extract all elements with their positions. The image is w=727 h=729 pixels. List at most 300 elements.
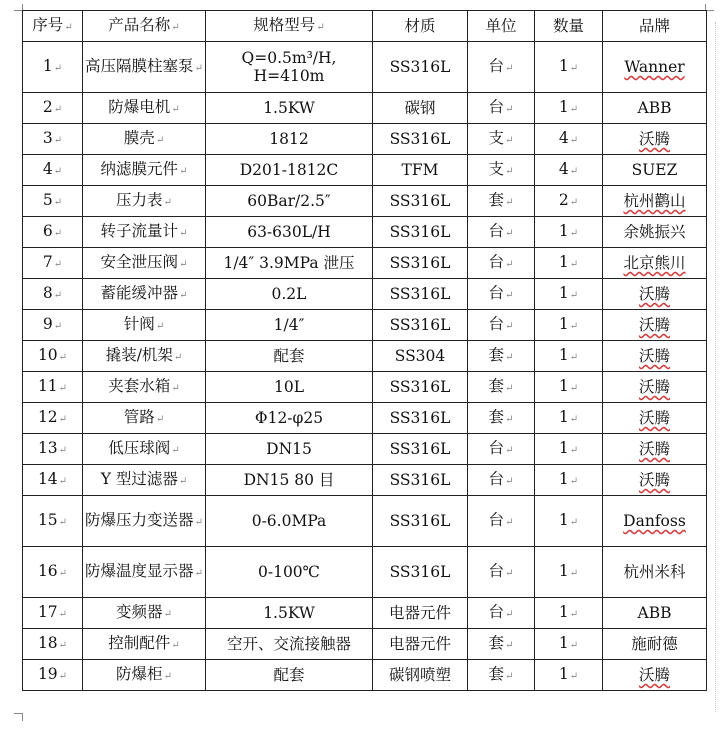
paragraph-mark-icon: ↵ bbox=[505, 444, 514, 456]
cell-product-name-text: 高压隔膜柱塞泵 bbox=[85, 56, 194, 75]
cell-unit-text: 台 bbox=[488, 97, 505, 116]
paragraph-mark-icon: ↵ bbox=[569, 289, 579, 301]
cell-spec bbox=[206, 629, 373, 660]
cell-quantity bbox=[535, 124, 603, 155]
cell-product-name bbox=[83, 660, 206, 691]
cell-index bbox=[23, 279, 83, 310]
cell-brand bbox=[603, 310, 707, 341]
cell-unit-text: 台 bbox=[488, 252, 505, 271]
cell-brand-text: 杭州米科 bbox=[623, 563, 686, 581]
cell-spec-text: DN15 80 目 bbox=[243, 471, 335, 489]
cell-product-name bbox=[83, 434, 206, 465]
paragraph-mark-icon: ↵ bbox=[179, 165, 188, 177]
cell-product-name-text: Y 型过滤器 bbox=[100, 469, 178, 488]
cell-spec-text: 0.2L bbox=[271, 285, 307, 303]
col-header-spec bbox=[206, 11, 373, 42]
cell-spec bbox=[206, 434, 373, 465]
cell-brand bbox=[603, 93, 707, 124]
paragraph-mark-icon: ↵ bbox=[569, 258, 579, 270]
cell-brand bbox=[603, 279, 707, 310]
cell-quantity-text: 1 bbox=[558, 602, 569, 621]
cell-product-name bbox=[83, 403, 206, 434]
cell-product-name-text: 压力表 bbox=[116, 190, 163, 209]
paragraph-mark-icon: ↵ bbox=[53, 258, 63, 270]
cell-material-text: SS316L bbox=[389, 254, 451, 272]
cell-spec bbox=[206, 598, 373, 629]
cell-quantity bbox=[535, 465, 603, 496]
cell-product-name bbox=[83, 217, 206, 248]
cell-brand-text: 沃腾 bbox=[638, 378, 670, 396]
cell-spec-text: DN15 bbox=[266, 440, 312, 458]
cell-index bbox=[23, 465, 83, 496]
paragraph-mark-icon: ↵ bbox=[171, 382, 180, 394]
header-label: 规格型号 bbox=[253, 15, 316, 34]
cell-index-text: 15 bbox=[37, 510, 58, 529]
cell-quantity bbox=[535, 547, 603, 598]
cell-spec-text: 1.5KW bbox=[263, 99, 315, 117]
paragraph-mark-icon: ↵ bbox=[569, 351, 579, 363]
cell-index bbox=[23, 42, 83, 93]
cell-unit-text: 台 bbox=[488, 283, 505, 302]
cell-brand-text: 沃腾 bbox=[638, 471, 670, 489]
cell-product-name bbox=[83, 598, 206, 629]
cell-brand bbox=[603, 372, 707, 403]
paragraph-mark-icon: ↵ bbox=[58, 413, 68, 425]
cell-material-text: SS316L bbox=[389, 409, 451, 427]
paragraph-mark-icon: ↵ bbox=[58, 639, 68, 651]
cell-spec bbox=[206, 186, 373, 217]
page-margin-guide bbox=[715, 22, 717, 712]
cell-product-name-text: 安全泄压阀 bbox=[100, 252, 179, 271]
table-row bbox=[23, 465, 707, 496]
cell-brand-text: 沃腾 bbox=[638, 440, 670, 458]
paragraph-mark-icon: ↵ bbox=[53, 227, 63, 239]
cell-unit-text: 套 bbox=[488, 664, 505, 683]
cell-index-text: 14 bbox=[37, 469, 58, 488]
header-label: 材质 bbox=[404, 17, 436, 35]
cell-index-text: 18 bbox=[37, 633, 58, 652]
paragraph-mark-icon: ↵ bbox=[179, 258, 188, 270]
cell-spec bbox=[206, 660, 373, 691]
paragraph-mark-icon: ↵ bbox=[505, 62, 514, 74]
cell-unit-text: 台 bbox=[488, 469, 505, 488]
cell-unit-text: 套 bbox=[488, 376, 505, 395]
cell-spec-text: 10L bbox=[273, 378, 305, 396]
paragraph-mark-icon: ↵ bbox=[173, 351, 183, 363]
cell-brand-text: SUEZ bbox=[631, 161, 678, 179]
cell-material bbox=[373, 629, 468, 660]
table-row bbox=[23, 341, 707, 372]
cell-material bbox=[373, 372, 468, 403]
cell-unit bbox=[468, 124, 535, 155]
cell-quantity bbox=[535, 372, 603, 403]
cell-product-name-text: 防爆电机 bbox=[108, 97, 171, 116]
table-row bbox=[23, 186, 707, 217]
cell-index-text: 17 bbox=[37, 602, 58, 621]
cell-product-name-text: 撬装/机架 bbox=[105, 345, 173, 364]
paragraph-mark-icon: ↵ bbox=[569, 134, 579, 146]
cell-material bbox=[373, 217, 468, 248]
cell-quantity bbox=[535, 629, 603, 660]
cell-brand-text: Danfoss bbox=[623, 512, 686, 530]
cell-index-text: 11 bbox=[37, 376, 58, 395]
cell-brand bbox=[603, 155, 707, 186]
paragraph-mark-icon: ↵ bbox=[179, 289, 188, 301]
paragraph-mark-icon: ↵ bbox=[171, 444, 180, 456]
cell-spec-text: Q=0.5m³/H, H=410m bbox=[241, 49, 337, 85]
cell-unit-text: 台 bbox=[488, 56, 505, 75]
paragraph-mark-icon: ↵ bbox=[569, 227, 579, 239]
cell-index bbox=[23, 93, 83, 124]
cell-brand-text: 余姚振兴 bbox=[623, 223, 686, 241]
cell-quantity bbox=[535, 660, 603, 691]
cell-brand-text: 沃腾 bbox=[638, 409, 670, 427]
paragraph-mark-icon: ↵ bbox=[569, 196, 579, 208]
cell-index bbox=[23, 660, 83, 691]
table-row bbox=[23, 155, 707, 186]
cell-unit bbox=[468, 403, 535, 434]
table-header-row bbox=[23, 11, 707, 42]
cell-quantity-text: 1 bbox=[558, 97, 569, 116]
paragraph-mark-icon: ↵ bbox=[58, 670, 68, 682]
cell-spec bbox=[206, 217, 373, 248]
cell-spec-text: 配套 bbox=[273, 666, 305, 684]
cell-quantity bbox=[535, 279, 603, 310]
header-label: 序号 bbox=[32, 15, 64, 34]
page-corner-mark bbox=[14, 713, 23, 721]
col-header-quantity bbox=[535, 11, 603, 42]
cell-spec bbox=[206, 372, 373, 403]
cell-quantity bbox=[535, 341, 603, 372]
cell-index bbox=[23, 155, 83, 186]
cell-product-name bbox=[83, 310, 206, 341]
cell-quantity-text: 1 bbox=[558, 221, 569, 240]
paragraph-mark-icon: ↵ bbox=[505, 670, 514, 682]
cell-quantity-text: 1 bbox=[558, 469, 569, 488]
paragraph-mark-icon: ↵ bbox=[505, 475, 514, 487]
cell-brand-text: ABB bbox=[637, 99, 672, 117]
cell-unit bbox=[468, 217, 535, 248]
paragraph-mark-icon: ↵ bbox=[569, 670, 579, 682]
paragraph-mark-icon: ↵ bbox=[58, 444, 68, 456]
paragraph-mark-icon: ↵ bbox=[569, 165, 579, 177]
cell-index-text: 10 bbox=[37, 345, 58, 364]
cell-unit-text: 套 bbox=[488, 407, 505, 426]
paragraph-mark-icon: ↵ bbox=[505, 382, 514, 394]
cell-material-text: SS316L bbox=[389, 223, 451, 241]
cell-spec-text: 0-100℃ bbox=[257, 563, 321, 581]
cell-product-name bbox=[83, 279, 206, 310]
cell-quantity bbox=[535, 598, 603, 629]
cell-product-name bbox=[83, 465, 206, 496]
cell-product-name-text: 低压球阀 bbox=[108, 438, 171, 457]
equipment-list-document bbox=[22, 10, 707, 691]
cell-material-text: SS316L bbox=[389, 316, 451, 334]
cell-spec bbox=[206, 155, 373, 186]
paragraph-mark-icon: ↵ bbox=[163, 608, 172, 620]
table-row bbox=[23, 93, 707, 124]
cell-brand bbox=[603, 660, 707, 691]
paragraph-mark-icon: ↵ bbox=[505, 196, 514, 208]
cell-spec bbox=[206, 279, 373, 310]
cell-material bbox=[373, 42, 468, 93]
cell-spec bbox=[206, 248, 373, 279]
table-row bbox=[23, 496, 707, 547]
paragraph-mark-icon: ↵ bbox=[569, 639, 579, 651]
cell-brand bbox=[603, 629, 707, 660]
header-label: 产品名称 bbox=[108, 15, 171, 34]
cell-spec bbox=[206, 403, 373, 434]
cell-index bbox=[23, 310, 83, 341]
cell-index bbox=[23, 629, 83, 660]
table-row bbox=[23, 434, 707, 465]
cell-spec bbox=[206, 124, 373, 155]
cell-product-name-text: 管路 bbox=[123, 407, 155, 426]
paragraph-mark-icon: ↵ bbox=[569, 444, 579, 456]
cell-product-name-text: 变频器 bbox=[116, 602, 163, 621]
cell-product-name bbox=[83, 42, 206, 93]
cell-quantity bbox=[535, 310, 603, 341]
cell-unit bbox=[468, 598, 535, 629]
cell-unit-text: 台 bbox=[488, 314, 505, 333]
equipment-table bbox=[22, 10, 707, 691]
cell-index-text: 9 bbox=[42, 314, 53, 333]
cell-unit bbox=[468, 310, 535, 341]
cell-unit bbox=[468, 341, 535, 372]
cell-spec-text: 60Bar/2.5″ bbox=[247, 192, 331, 210]
cell-brand-text: 沃腾 bbox=[638, 347, 670, 365]
cell-material-text: SS316L bbox=[389, 471, 451, 489]
cell-quantity-text: 1 bbox=[558, 283, 569, 302]
cell-material-text: SS316L bbox=[389, 563, 451, 581]
cell-quantity-text: 4 bbox=[558, 159, 569, 178]
cell-spec-text: Φ12-φ25 bbox=[254, 409, 324, 427]
cell-material-text: SS316L bbox=[389, 130, 451, 148]
cell-material bbox=[373, 403, 468, 434]
cell-spec-text: 空开、交流接触器 bbox=[226, 635, 351, 653]
table-row bbox=[23, 124, 707, 155]
table-body bbox=[23, 42, 707, 691]
cell-unit bbox=[468, 186, 535, 217]
cell-spec-text: 1/4″ 3.9MPa 泄压 bbox=[223, 254, 355, 272]
cell-index-text: 2 bbox=[42, 97, 53, 116]
paragraph-mark-icon: ↵ bbox=[505, 320, 514, 332]
cell-spec-text: D201-1812C bbox=[239, 161, 339, 179]
cell-quantity-text: 1 bbox=[558, 56, 569, 75]
paragraph-mark-icon: ↵ bbox=[171, 639, 180, 651]
cell-index-text: 1 bbox=[42, 56, 53, 75]
cell-spec-text: 1/4″ bbox=[273, 316, 305, 334]
cell-spec bbox=[206, 465, 373, 496]
paragraph-mark-icon: ↵ bbox=[569, 320, 579, 332]
cell-brand-text: 杭州鹳山 bbox=[623, 192, 686, 210]
cell-quantity-text: 1 bbox=[558, 407, 569, 426]
paragraph-mark-icon: ↵ bbox=[163, 196, 172, 208]
cell-unit bbox=[468, 496, 535, 547]
paragraph-mark-icon: ↵ bbox=[53, 320, 63, 332]
cell-product-name bbox=[83, 372, 206, 403]
table-row bbox=[23, 403, 707, 434]
cell-index bbox=[23, 372, 83, 403]
paragraph-mark-icon: ↵ bbox=[171, 21, 180, 33]
cell-product-name-text: 转子流量计 bbox=[100, 221, 179, 240]
cell-unit bbox=[468, 547, 535, 598]
cell-material-text: SS316L bbox=[389, 58, 451, 76]
cell-quantity-text: 1 bbox=[558, 561, 569, 580]
cell-spec bbox=[206, 310, 373, 341]
cell-product-name-text: 膜壳 bbox=[123, 128, 155, 147]
cell-quantity-text: 1 bbox=[558, 664, 569, 683]
cell-index-text: 3 bbox=[42, 128, 53, 147]
cell-material-text: SS316L bbox=[389, 378, 451, 396]
cell-unit-text: 台 bbox=[488, 561, 505, 580]
paragraph-mark-icon: ↵ bbox=[58, 567, 68, 579]
paragraph-mark-icon: ↵ bbox=[58, 382, 68, 394]
cell-brand bbox=[603, 496, 707, 547]
table-row bbox=[23, 547, 707, 598]
cell-quantity-text: 1 bbox=[558, 314, 569, 333]
col-header-index bbox=[23, 11, 83, 42]
cell-material-text: TFM bbox=[401, 161, 439, 179]
table-row bbox=[23, 42, 707, 93]
cell-spec-text: 1.5KW bbox=[263, 604, 315, 622]
cell-brand bbox=[603, 403, 707, 434]
cell-unit-text: 套 bbox=[488, 190, 505, 209]
cell-quantity bbox=[535, 496, 603, 547]
paragraph-mark-icon: ↵ bbox=[171, 103, 180, 115]
cell-product-name bbox=[83, 248, 206, 279]
cell-quantity-text: 1 bbox=[558, 345, 569, 364]
cell-index bbox=[23, 496, 83, 547]
paragraph-mark-icon: ↵ bbox=[569, 103, 579, 115]
cell-product-name-text: 防爆压力变送器 bbox=[85, 510, 194, 529]
cell-brand-text: 沃腾 bbox=[638, 285, 670, 303]
paragraph-mark-icon: ↵ bbox=[194, 567, 203, 579]
cell-product-name-text: 纳滤膜元件 bbox=[100, 159, 179, 178]
table-row bbox=[23, 629, 707, 660]
paragraph-mark-icon: ↵ bbox=[569, 413, 579, 425]
paragraph-mark-icon: ↵ bbox=[569, 382, 579, 394]
cell-index bbox=[23, 217, 83, 248]
cell-material bbox=[373, 155, 468, 186]
paragraph-mark-icon: ↵ bbox=[316, 21, 325, 33]
cell-material bbox=[373, 547, 468, 598]
cell-spec bbox=[206, 547, 373, 598]
header-label: 数量 bbox=[552, 17, 584, 35]
paragraph-mark-icon: ↵ bbox=[569, 516, 579, 528]
col-header-product-name bbox=[83, 11, 206, 42]
cell-material bbox=[373, 434, 468, 465]
cell-product-name bbox=[83, 629, 206, 660]
paragraph-mark-icon: ↵ bbox=[155, 134, 165, 146]
cell-quantity-text: 1 bbox=[558, 510, 569, 529]
cell-unit bbox=[468, 279, 535, 310]
paragraph-mark-icon: ↵ bbox=[194, 62, 203, 74]
table-row bbox=[23, 310, 707, 341]
cell-product-name-text: 夹套水箱 bbox=[108, 376, 171, 395]
paragraph-mark-icon: ↵ bbox=[64, 21, 73, 33]
cell-index bbox=[23, 403, 83, 434]
paragraph-mark-icon: ↵ bbox=[178, 475, 188, 487]
paragraph-mark-icon: ↵ bbox=[58, 351, 68, 363]
paragraph-mark-icon: ↵ bbox=[53, 103, 63, 115]
cell-material bbox=[373, 93, 468, 124]
paragraph-mark-icon: ↵ bbox=[505, 608, 514, 620]
paragraph-mark-icon: ↵ bbox=[569, 608, 579, 620]
table-row bbox=[23, 279, 707, 310]
col-header-material bbox=[373, 11, 468, 42]
cell-unit-text: 支 bbox=[488, 128, 505, 147]
cell-material bbox=[373, 496, 468, 547]
cell-unit bbox=[468, 248, 535, 279]
paragraph-mark-icon: ↵ bbox=[58, 475, 68, 487]
cell-product-name bbox=[83, 124, 206, 155]
cell-spec bbox=[206, 341, 373, 372]
cell-product-name bbox=[83, 186, 206, 217]
cell-material bbox=[373, 465, 468, 496]
cell-brand bbox=[603, 42, 707, 93]
cell-brand-text: 沃腾 bbox=[638, 666, 670, 684]
cell-material-text: SS316L bbox=[389, 285, 451, 303]
cell-brand bbox=[603, 186, 707, 217]
table-row bbox=[23, 248, 707, 279]
cell-unit-text: 套 bbox=[488, 633, 505, 652]
cell-index bbox=[23, 186, 83, 217]
cell-material bbox=[373, 598, 468, 629]
table-row bbox=[23, 372, 707, 403]
table-row bbox=[23, 598, 707, 629]
cell-material-text: SS304 bbox=[394, 347, 446, 365]
cell-spec bbox=[206, 93, 373, 124]
cell-brand bbox=[603, 547, 707, 598]
cell-product-name bbox=[83, 93, 206, 124]
cell-unit-text: 台 bbox=[488, 221, 505, 240]
cell-quantity bbox=[535, 93, 603, 124]
paragraph-mark-icon: ↵ bbox=[569, 567, 579, 579]
paragraph-mark-icon: ↵ bbox=[505, 351, 514, 363]
cell-product-name bbox=[83, 547, 206, 598]
paragraph-mark-icon: ↵ bbox=[53, 196, 63, 208]
cell-brand bbox=[603, 248, 707, 279]
cell-quantity-text: 1 bbox=[558, 376, 569, 395]
cell-quantity-text: 1 bbox=[558, 438, 569, 457]
table-row bbox=[23, 660, 707, 691]
paragraph-mark-icon: ↵ bbox=[505, 516, 514, 528]
paragraph-mark-icon: ↵ bbox=[505, 567, 514, 579]
cell-product-name-text: 控制配件 bbox=[108, 633, 171, 652]
cell-index-text: 8 bbox=[42, 283, 53, 302]
cell-spec bbox=[206, 496, 373, 547]
cell-spec bbox=[206, 42, 373, 93]
cell-unit-text: 台 bbox=[488, 602, 505, 621]
cell-quantity bbox=[535, 217, 603, 248]
cell-material bbox=[373, 341, 468, 372]
cell-product-name bbox=[83, 341, 206, 372]
cell-product-name bbox=[83, 155, 206, 186]
cell-index bbox=[23, 341, 83, 372]
cell-index bbox=[23, 124, 83, 155]
cell-index-text: 13 bbox=[37, 438, 58, 457]
cell-unit bbox=[468, 372, 535, 403]
paragraph-mark-icon: ↵ bbox=[505, 289, 514, 301]
cell-quantity bbox=[535, 186, 603, 217]
cell-spec-text: 63-630L/H bbox=[247, 223, 331, 241]
cell-index-text: 19 bbox=[37, 664, 58, 683]
paragraph-mark-icon: ↵ bbox=[505, 103, 514, 115]
cell-material-text: 电器元件 bbox=[388, 635, 451, 653]
cell-material bbox=[373, 248, 468, 279]
cell-unit bbox=[468, 660, 535, 691]
